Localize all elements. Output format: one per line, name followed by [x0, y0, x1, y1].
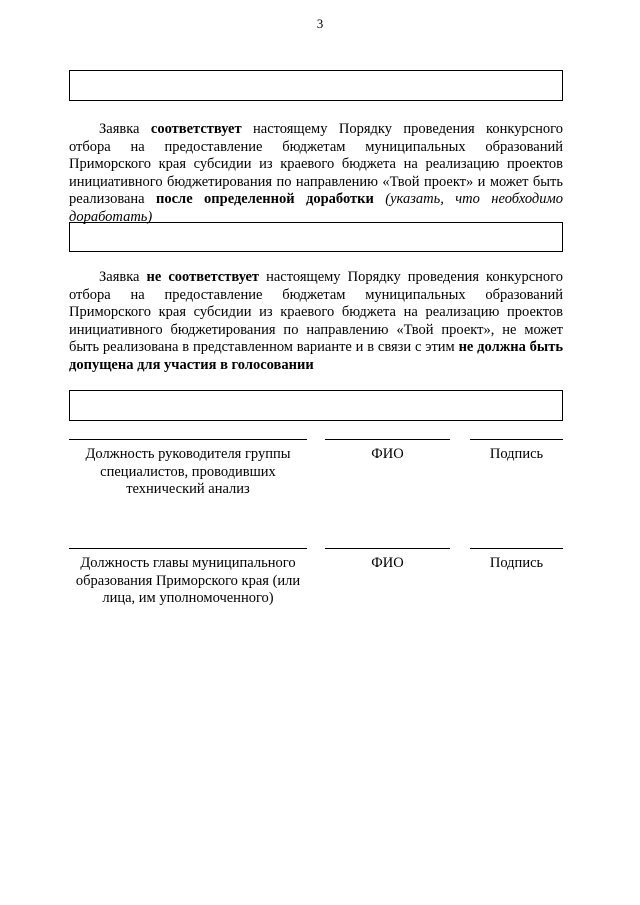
text-segment: настоящему Порядку проведения конкурсного отбора на предоставление бюджетам муниципальных образований Приморского края субсидии из краевого бюджета на реализацию проектов инициативного бюджетирования по направлению «Твой проект» и может быть реализована — [69, 121, 563, 207]
text-segment-bold: не должна быть допущена для участия в голосовании — [69, 339, 563, 373]
name-label-1: ФИО — [371, 446, 404, 462]
signature-line — [470, 439, 563, 440]
position-label-1: Должность руководителя группы специалистов, проводивших технический анализ — [85, 446, 291, 497]
position-line — [69, 548, 307, 549]
page-number: 3 — [316, 16, 324, 31]
option-text-2 — [69, 269, 563, 374]
name-line — [325, 439, 450, 440]
option-checkbox-3[interactable] — [69, 390, 563, 421]
name-label-2: ФИО — [371, 555, 404, 571]
text-segment-bold: не соответствует — [146, 269, 260, 285]
option-checkbox-1[interactable] — [69, 70, 563, 101]
text-segment-bold: после определенной доработки — [156, 191, 374, 207]
position-line — [69, 439, 307, 440]
option-text-1 — [69, 121, 563, 226]
name-line — [325, 548, 450, 549]
text-segment: Заявка — [99, 269, 147, 285]
text-segment-italic: (указать, что необходимо доработать) — [69, 191, 563, 225]
option-checkbox-2[interactable] — [69, 222, 563, 252]
text-segment: Заявка — [99, 121, 151, 137]
signature-label-1: Подпись — [489, 446, 544, 462]
signature-label-2: Подпись — [489, 555, 544, 571]
text-segment: настоящему Порядку проведения конкурсного отбора на предоставление бюджетам муниципальных образований Приморского края субсидии из краевого бюджета на реализацию проектов инициативного бюджетирования по направлению «Твой проект», не может быть реализована в представленном варианте и в связи с этим — [69, 269, 564, 355]
text-segment-bold: соответствует — [150, 121, 242, 137]
position-label-2: Должность главы муниципального образования Приморского края (или лица, им уполномоченного) — [75, 555, 301, 606]
signature-line — [470, 548, 563, 549]
